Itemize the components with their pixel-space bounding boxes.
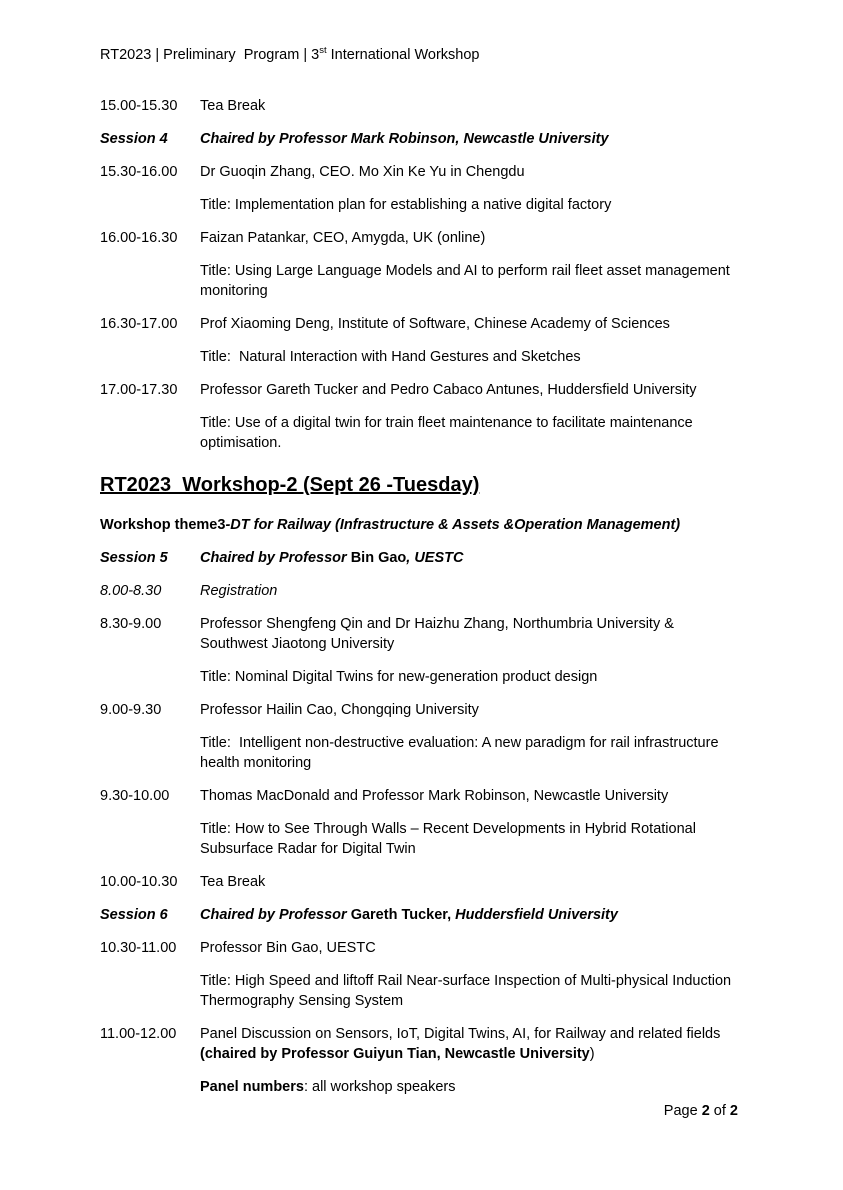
program-row bbox=[100, 314, 745, 334]
chair-name: Gareth Tucker, bbox=[350, 907, 452, 923]
time-cell-empty bbox=[100, 819, 200, 859]
title-row bbox=[100, 733, 745, 773]
talk-title: Title: Intelligent non-destructive evaluation: A new paradigm for rail infrastructure health monitoring bbox=[200, 735, 723, 771]
panel-chair-close: ) bbox=[589, 1046, 595, 1062]
time-cell: 9.00-9.30 bbox=[100, 702, 162, 718]
time-cell-empty bbox=[100, 347, 200, 367]
footer-text-of: of bbox=[709, 1103, 730, 1119]
panel-text: Panel Discussion on Sensors, IoT, Digital Twins, AI, for Railway and related fields bbox=[200, 1026, 725, 1042]
content-cell: Tea Break bbox=[200, 874, 266, 890]
program-row bbox=[100, 938, 745, 958]
time-cell-empty bbox=[100, 1077, 200, 1097]
program-row bbox=[100, 581, 745, 601]
content-cell: Professor Bin Gao, UESTC bbox=[200, 940, 376, 956]
talk-title: Title: How to See Through Walls – Recent Developments in Hybrid Rotational Subsurface Radar for Digital Twin bbox=[200, 821, 700, 857]
time-cell: 16.30-17.00 bbox=[100, 316, 178, 332]
content-cell: Dr Guoqin Zhang, CEO. Mo Xin Ke Yu in Chengdu bbox=[200, 164, 525, 180]
panel-members bbox=[200, 1077, 745, 1097]
time-cell: 17.00-17.30 bbox=[100, 382, 178, 398]
time-cell-empty bbox=[100, 733, 200, 773]
talk-title: Title: Use of a digital twin for train fleet maintenance to facilitate maintenance optimisation. bbox=[200, 415, 697, 451]
content-cell: Registration bbox=[200, 583, 278, 599]
chair-suffix: , UESTC bbox=[406, 550, 464, 566]
session-chair bbox=[200, 905, 745, 925]
title-row bbox=[100, 971, 745, 1011]
title-row bbox=[100, 413, 745, 453]
session-label: Session 5 bbox=[100, 550, 168, 566]
content-cell: Professor Hailin Cao, Chongqing University bbox=[200, 702, 479, 718]
time-cell: 10.00-10.30 bbox=[100, 874, 178, 890]
footer-page-total: 2 bbox=[729, 1103, 738, 1119]
time-cell: 15.30-16.00 bbox=[100, 164, 178, 180]
time-cell: 15.00-15.30 bbox=[100, 98, 178, 114]
chair-name: Bin Gao bbox=[350, 550, 407, 566]
talk-title: Title: Using Large Language Models and AI to perform rail fleet asset management monitoring bbox=[200, 263, 734, 299]
program-row bbox=[100, 162, 745, 182]
doc-header-text: RT2023 | Preliminary Program | 3 bbox=[100, 47, 320, 63]
program-row bbox=[100, 228, 745, 248]
title-row bbox=[100, 261, 745, 301]
doc-header-superscript: st bbox=[319, 45, 327, 57]
section-heading: RT2023 Workshop-2 (Sept 26 -Tuesday) bbox=[100, 474, 480, 496]
title-row bbox=[100, 819, 745, 859]
workshop-theme bbox=[100, 515, 745, 535]
workshop-theme-title: -DT for Railway (Infrastructure & Assets &Operation Management) bbox=[225, 517, 681, 533]
talk-title: Title: Implementation plan for establishing a native digital factory bbox=[200, 197, 612, 213]
chair-suffix: Huddersfield University bbox=[451, 907, 618, 923]
time-cell: 10.30-11.00 bbox=[100, 940, 177, 956]
doc-header bbox=[100, 45, 745, 65]
footer-page-number: 2 bbox=[701, 1103, 710, 1119]
talk-title: Title: Nominal Digital Twins for new-generation product design bbox=[200, 669, 598, 685]
title-row bbox=[100, 667, 745, 687]
panel-chair-line bbox=[200, 1044, 745, 1064]
panel-discussion bbox=[200, 1024, 745, 1064]
time-cell-empty bbox=[100, 413, 200, 453]
time-cell-empty bbox=[100, 971, 200, 1011]
time-cell: 16.00-16.30 bbox=[100, 230, 178, 246]
panel-members-row bbox=[100, 1077, 745, 1097]
page-footer bbox=[664, 1101, 738, 1121]
session-chair: Chaired by Professor Mark Robinson, Newcastle University bbox=[200, 131, 609, 147]
content-cell: Tea Break bbox=[200, 98, 266, 114]
content-cell: Faizan Patankar, CEO, Amygda, UK (online) bbox=[200, 230, 486, 246]
panel-members-label: Panel numbers bbox=[200, 1079, 304, 1095]
session-row bbox=[100, 905, 745, 925]
talk-title: Title: High Speed and liftoff Rail Near-surface Inspection of Multi-physical Induction Thermography Sensing System bbox=[200, 973, 735, 1009]
program-row bbox=[100, 1024, 745, 1064]
panel-chair-bold: (chaired by Professor Guiyun Tian, Newcastle University bbox=[200, 1046, 590, 1062]
talk-title: Title: Natural Interaction with Hand Gestures and Sketches bbox=[200, 349, 581, 365]
title-row bbox=[100, 195, 745, 215]
panel-members-text: : all workshop speakers bbox=[303, 1079, 456, 1095]
session-label: Session 4 bbox=[100, 131, 168, 147]
content-cell: Professor Shengfeng Qin and Dr Haizhu Zhang, Northumbria University & Southwest Jiaotong University bbox=[200, 616, 678, 652]
program-row bbox=[100, 700, 745, 720]
program-row bbox=[100, 380, 745, 400]
time-cell: 11.00-12.00 bbox=[100, 1026, 177, 1042]
time-cell-empty bbox=[100, 261, 200, 301]
chair-prefix: Chaired by Professor bbox=[200, 550, 351, 566]
workshop-theme-label: Workshop theme3 bbox=[100, 517, 226, 533]
footer-text: Page bbox=[663, 1103, 702, 1119]
time-cell: 9.30-10.00 bbox=[100, 788, 170, 804]
program-row bbox=[100, 872, 745, 892]
time-cell: 8.00-8.30 bbox=[100, 583, 162, 599]
session-row bbox=[100, 548, 745, 568]
time-cell-empty bbox=[100, 195, 200, 215]
chair-prefix: Chaired by Professor bbox=[200, 907, 351, 923]
session-chair bbox=[200, 548, 745, 568]
time-cell-empty bbox=[100, 667, 200, 687]
program-row bbox=[100, 96, 745, 116]
time-cell: 8.30-9.00 bbox=[100, 616, 162, 632]
title-row bbox=[100, 347, 745, 367]
session-label: Session 6 bbox=[100, 907, 168, 923]
program-row bbox=[100, 614, 745, 654]
content-cell: Prof Xiaoming Deng, Institute of Software, Chinese Academy of Sciences bbox=[200, 316, 670, 332]
content-cell: Professor Gareth Tucker and Pedro Cabaco Antunes, Huddersfield University bbox=[200, 382, 697, 398]
program-row bbox=[100, 786, 745, 806]
session-row bbox=[100, 129, 745, 149]
content-cell: Thomas MacDonald and Professor Mark Robinson, Newcastle University bbox=[200, 788, 669, 804]
doc-header-text-after: International Workshop bbox=[326, 47, 480, 63]
